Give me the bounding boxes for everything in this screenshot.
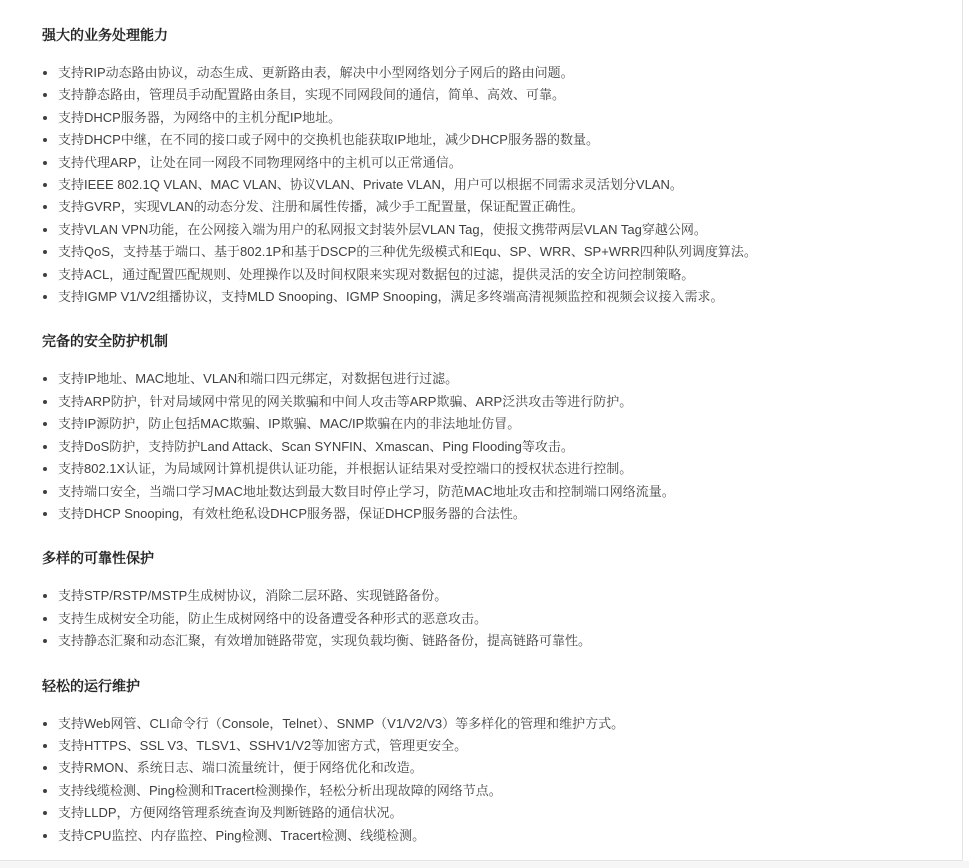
feature-item: • 支持RMON、系统日志、端口流量统计，便于网络优化和改造。 <box>58 757 932 779</box>
feature-item: • 支持CPU监控、内存监控、Ping检测、Tracert检测、线缆检测。 <box>58 825 932 847</box>
feature-item: • 支持端口安全，当端口学习MAC地址数达到最大数目时停止学习，防范MAC地址攻击和控制端口网络流量。 <box>58 481 932 503</box>
feature-item: • 支持GVRP，实现VLAN的动态分发、注册和属性传播，减少手工配置量，保证配置正确性。 <box>58 196 932 218</box>
feature-item: • 支持IEEE 802.1Q VLAN、MAC VLAN、协议VLAN、Private VLAN，用户可以根据不同需求灵活划分VLAN。 <box>58 174 932 196</box>
feature-item: • 支持IGMP V1/V2组播协议，支持MLD Snooping、IGMP Snooping，满足多终端高清视频监控和视频会议接入需求。 <box>58 286 932 308</box>
feature-item: • 支持DoS防护，支持防护Land Attack、Scan SYNFIN、Xmascan、Ping Flooding等攻击。 <box>58 436 932 458</box>
feature-item: • 支持DHCP服务器，为网络中的主机分配IP地址。 <box>58 107 932 129</box>
feature-list-business-capability <box>42 62 932 308</box>
feature-item: • 支持代理ARP，让处在同一网段不同物理网络中的主机可以正常通信。 <box>58 152 932 174</box>
section-easy-maintenance <box>42 677 932 847</box>
section-title-security-mechanism: 完备的安全防护机制 <box>42 333 168 350</box>
feature-item: • 支持LLDP，方便网络管理系统查询及判断链路的通信状况。 <box>58 802 932 824</box>
feature-item: • 支持DHCP中继，在不同的接口或子网中的交换机也能获取IP地址，减少DHCP服务器的数量。 <box>58 129 932 151</box>
feature-item: • 支持IP源防护，防止包括MAC欺骗、IP欺骗、MAC/IP欺骗在内的非法地址仿冒。 <box>58 413 932 435</box>
feature-item: • 支持STP/RSTP/MSTP生成树协议，消除二层环路、实现链路备份。 <box>58 585 932 607</box>
feature-list-reliability-protection <box>42 585 932 652</box>
section-title-easy-maintenance: 轻松的运行维护 <box>42 677 140 694</box>
section-title-reliability-protection: 多样的可靠性保护 <box>42 550 154 567</box>
section-title-business-capability: 强大的业务处理能力 <box>42 27 168 43</box>
feature-item: • 支持ARP防护，针对局域网中常见的网关欺骗和中间人攻击等ARP欺骗、ARP泛洪攻击等进行防护。 <box>58 391 932 413</box>
feature-item: • 支持IP地址、MAC地址、VLAN和端口四元绑定，对数据包进行过滤。 <box>58 368 932 390</box>
section-security-mechanism <box>42 332 932 525</box>
feature-item: • 支持802.1X认证，为局域网计算机提供认证功能，并根据认证结果对受控端口的授权状态进行控制。 <box>58 458 932 480</box>
feature-item: • 支持生成树安全功能，防止生成树网络中的设备遭受各种形式的恶意攻击。 <box>58 608 932 630</box>
page-bottom-divider <box>0 861 969 868</box>
feature-item: • 支持HTTPS、SSL V3、TLSV1、SSHV1/V2等加密方式，管理更安全。 <box>58 735 932 757</box>
feature-item: • 支持VLAN VPN功能，在公网接入端为用户的私网报文封装外层VLAN Tag，使报文携带两层VLAN Tag穿越公网。 <box>58 219 932 241</box>
feature-item: • 支持静态路由，管理员手动配置路由条目，实现不同网段间的通信，简单、高效、可靠。 <box>58 84 932 106</box>
feature-item: • 支持DHCP Snooping，有效杜绝私设DHCP服务器，保证DHCP服务器的合法性。 <box>58 503 932 525</box>
feature-list-easy-maintenance <box>42 713 932 847</box>
feature-item: • 支持RIP动态路由协议，动态生成、更新路由表，解决中小型网络划分子网后的路由问题。 <box>58 62 932 84</box>
feature-item: • 支持ACL，通过配置匹配规则、处理操作以及时间权限来实现对数据包的过滤，提供灵活的安全访问控制策略。 <box>58 264 932 286</box>
feature-item: • 支持Web网管、CLI命令行（Console，Telnet）、SNMP（V1/V2/V3）等多样化的管理和维护方式。 <box>58 713 932 735</box>
section-business-capability <box>42 26 932 308</box>
feature-item: • 支持线缆检测、Ping检测和Tracert检测操作，轻松分析出现故障的网络节点。 <box>58 780 932 802</box>
feature-list-security-mechanism <box>42 368 932 525</box>
feature-item: • 支持静态汇聚和动态汇聚，有效增加链路带宽，实现负载均衡、链路备份，提高链路可靠性。 <box>58 630 932 652</box>
feature-item: • 支持QoS，支持基于端口、基于802.1P和基于DSCP的三种优先级模式和Equ、SP、WRR、SP+WRR四种队列调度算法。 <box>58 241 932 263</box>
section-reliability-protection <box>42 549 932 652</box>
